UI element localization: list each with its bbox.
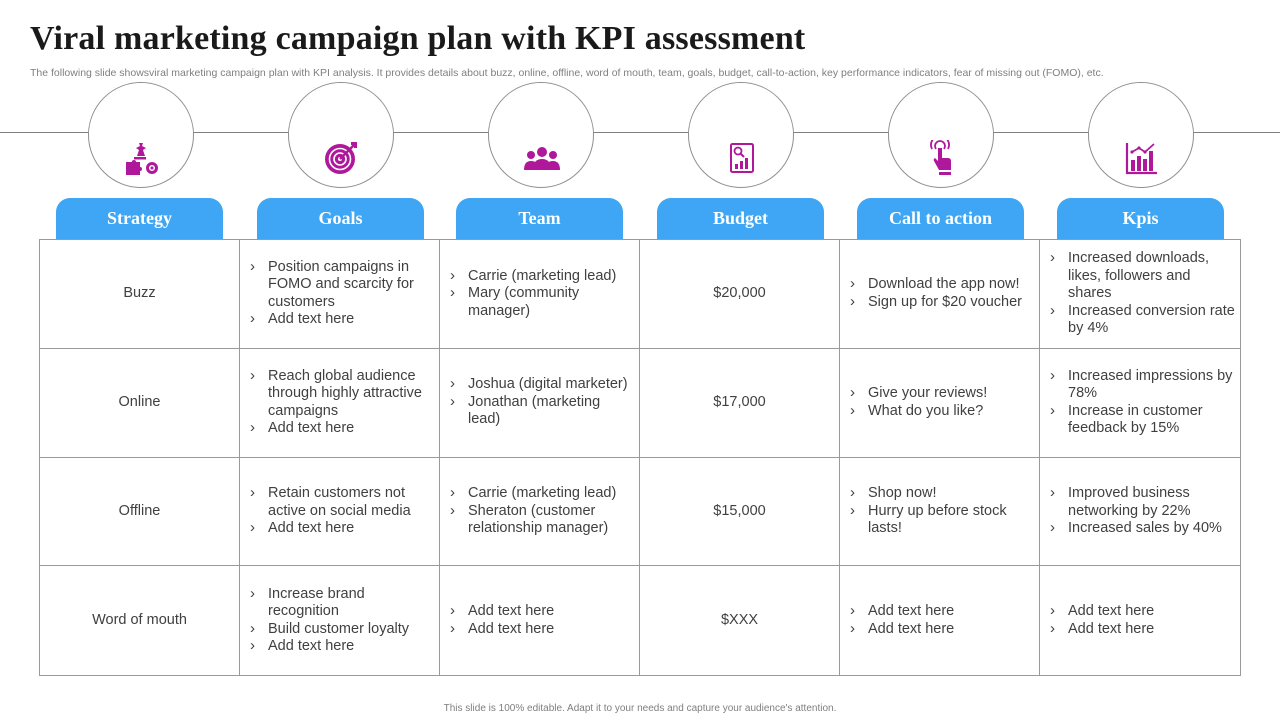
page-subtitle: The following slide showsviral marketing campaign plan with KPI analysis. It provides details about buzz, online, offline, word of mouth, team, goals, budget, call-to-action, key performance indicators, fear of missing out (FOMO), etc. <box>30 67 1104 79</box>
kpi-item: › Improved business networking by 22% <box>1048 485 1236 520</box>
goal-item: › Position campaigns in FOMO and scarcity for customers <box>248 259 435 312</box>
team-cell <box>440 566 640 675</box>
goal-item: › Increase brand recognition <box>248 586 435 621</box>
campaign-table <box>39 239 1241 676</box>
footer-note: This slide is 100% editable. Adapt it to your needs and capture your audience's attention. <box>443 703 837 714</box>
strategy-icon-circle <box>88 82 194 188</box>
goal-item: › Retain customers not active on social media <box>248 485 435 520</box>
goal-item: › Reach global audience through highly attractive campaigns <box>248 368 435 421</box>
goal-item: › Add text here <box>248 520 435 538</box>
strategy-cell <box>40 349 240 458</box>
goals-cell <box>240 458 440 567</box>
header-kpis: Kpis <box>1057 198 1224 239</box>
team-member: › Carrie (marketing lead) <box>448 268 635 286</box>
team-member: › Add text here <box>448 603 635 621</box>
budget-value: $XXX <box>720 611 759 628</box>
header-strategy: Strategy <box>56 198 223 239</box>
header-team: Team <box>456 198 623 239</box>
kpi-item: › Add text here <box>1048 603 1236 621</box>
budget-cell <box>640 240 840 349</box>
team-cell <box>440 240 640 349</box>
cta-item: › Add text here <box>848 621 1035 639</box>
team-people-icon <box>524 140 560 176</box>
cta-item: › Hurry up before stock lasts! <box>848 503 1035 538</box>
cta-cell <box>840 240 1040 349</box>
kpis-cell <box>1040 566 1240 675</box>
kpis-cell <box>1040 349 1240 458</box>
kpis-icon-circle <box>1088 82 1194 188</box>
goal-item: › Build customer loyalty <box>248 621 435 639</box>
team-member: › Mary (community manager) <box>448 285 635 320</box>
header-goals: Goals <box>257 198 424 239</box>
kpi-item: › Increased conversion rate by 4% <box>1048 303 1236 338</box>
cta-cell <box>840 566 1040 675</box>
strategy-cell <box>40 458 240 567</box>
goals-icon-circle <box>288 82 394 188</box>
cta-cell <box>840 349 1040 458</box>
kpi-item: › Increased downloads, likes, followers and shares <box>1048 250 1236 303</box>
budget-cell <box>640 349 840 458</box>
team-member: › Sheraton (customer relationship manager) <box>448 503 635 538</box>
strategy-label: Online <box>118 393 161 410</box>
kpi-item: › Increased sales by 40% <box>1048 520 1236 538</box>
goals-cell <box>240 566 440 675</box>
kpi-bar-chart-icon <box>1124 140 1160 176</box>
cta-cell <box>840 458 1040 567</box>
kpi-item: › Increase in customer feedback by 15% <box>1048 403 1236 438</box>
goal-item: › Add text here <box>248 420 435 438</box>
cta-item: › Download the app now! <box>848 276 1035 294</box>
goal-item: › Add text here <box>248 311 435 329</box>
team-icon-circle <box>488 82 594 188</box>
goal-item: › Add text here <box>248 638 435 656</box>
page-title: Viral marketing campaign plan with KPI assessment <box>30 20 806 57</box>
target-dart-icon <box>324 140 360 176</box>
header-budget: Budget <box>657 198 824 239</box>
team-member: › Jonathan (marketing lead) <box>448 394 635 429</box>
strategy-cell <box>40 240 240 349</box>
kpi-item: › Increased impressions by 78% <box>1048 368 1236 403</box>
team-member: › Joshua (digital marketer) <box>448 376 635 394</box>
strategy-label: Offline <box>118 502 161 519</box>
budget-report-icon <box>724 140 760 176</box>
budget-value: $17,000 <box>713 393 766 410</box>
cta-item: › Add text here <box>848 603 1035 621</box>
budget-cell <box>640 566 840 675</box>
team-cell <box>440 349 640 458</box>
header-call-to-action: Call to action <box>857 198 1024 239</box>
goals-cell <box>240 240 440 349</box>
strategy-chess-puzzle-icon <box>124 140 160 176</box>
budget-icon-circle <box>688 82 794 188</box>
cta-item: › Shop now! <box>848 485 1035 503</box>
hand-click-icon <box>924 140 960 176</box>
goals-cell <box>240 349 440 458</box>
strategy-label: Buzz <box>123 285 156 302</box>
call-to-action-icon-circle <box>888 82 994 188</box>
kpis-cell <box>1040 240 1240 349</box>
team-member: › Add text here <box>448 621 635 639</box>
budget-value: $15,000 <box>713 502 766 519</box>
kpis-cell <box>1040 458 1240 567</box>
strategy-cell <box>40 566 240 675</box>
cta-item: › Give your reviews! <box>848 385 1035 403</box>
budget-cell <box>640 458 840 567</box>
cta-item: › Sign up for $20 voucher <box>848 294 1035 312</box>
team-cell <box>440 458 640 567</box>
budget-value: $20,000 <box>713 285 766 302</box>
cta-item: › What do you like? <box>848 403 1035 421</box>
strategy-label: Word of mouth <box>92 611 187 628</box>
team-member: › Carrie (marketing lead) <box>448 485 635 503</box>
kpi-item: › Add text here <box>1048 621 1236 639</box>
